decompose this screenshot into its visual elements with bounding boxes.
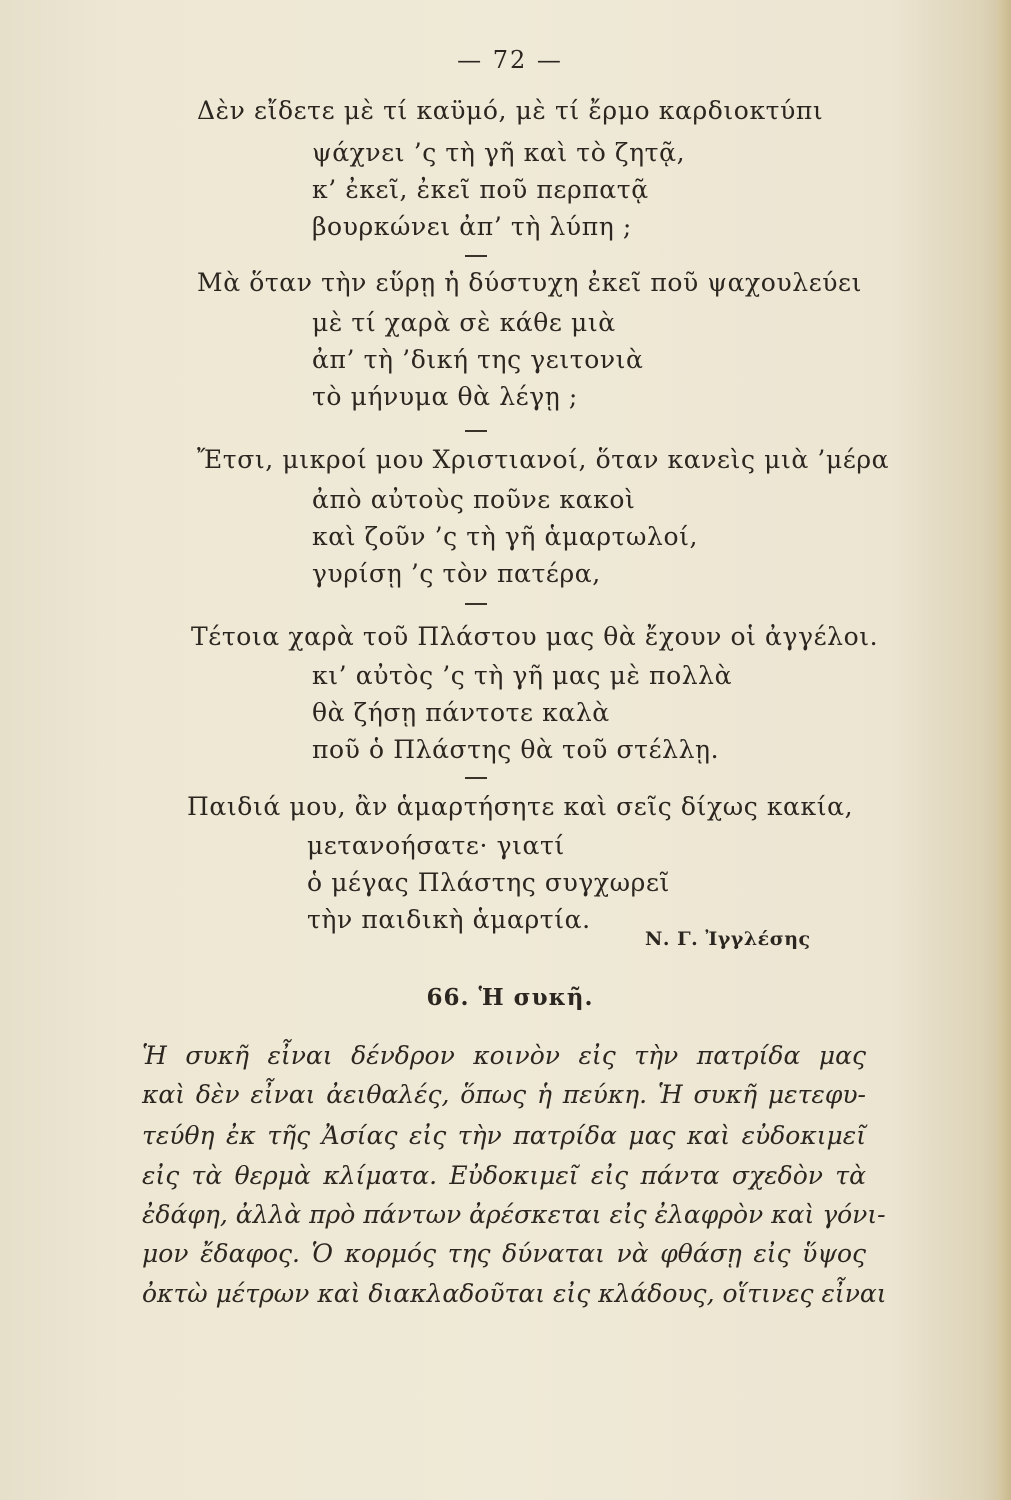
poem-line: Δὲν εἴδετε μὲ τί καϋμό, μὲ τί ἔρμο καρδιοκτύπι [197,96,824,125]
prose-line: μον ἔδαφος. Ὁ κορμός της δύναται νὰ φθάσῃ εἰς ὕψος [142,1239,866,1268]
prose-line: εἰς τὰ θερμὰ κλίματα. Εὐδοκιμεῖ εἰς πάντα σχεδὸν τὰ [142,1161,866,1190]
poem-line: κ’ ἐκεῖ, ἐκεῖ ποῦ περπατᾷ [312,175,649,204]
poem-line: κι’ αὐτὸς ’ς τὴ γῆ μας μὲ πολλὰ [312,661,733,690]
stanza-divider [465,777,487,779]
poem-line: ἀπ’ τὴ ’δική της γειτονιὰ [312,345,644,374]
page-number: — 72 — [457,46,563,74]
poem-author: Ν. Γ. Ἰγγλέσης [645,928,811,950]
poem-line: καὶ ζοῦν ’ς τὴ γῆ ἁμαρτωλοί, [312,522,699,551]
prose-line: ὀκτὼ μέτρων καὶ διακλαδοῦται εἰς κλάδους, οἵτινες εἶναι [142,1279,887,1308]
poem-line: ἀπὸ αὐτοὺς ποῦνε κακοὶ [312,485,636,514]
prose-line: ἐδάφη, ἀλλὰ πρὸ πάντων ἀρέσκεται εἰς ἐλαφρὸν καὶ γόνι- [142,1200,886,1229]
stanza-divider [465,430,487,432]
page-edge [997,0,1011,1500]
poem-line: βουρκώνει ἀπ’ τὴ λύπη ; [312,212,632,241]
poem-line: Μὰ ὅταν τὴν εὕρῃ ἡ δύστυχη ἐκεῖ ποῦ ψαχουλεύει [197,268,863,297]
poem-line: Ἔτσι, μικροί μου Χριστιανοί, ὅταν κανεὶς μιὰ ’μέρα [197,445,890,474]
poem-line: ὁ μέγας Πλάστης συγχωρεῖ [307,868,670,897]
stanza-divider [465,255,487,257]
poem-line: μετανοήσατε· γιατί [307,831,565,860]
poem-line: τὴν παιδικὴ ἁμαρτία. [307,905,591,934]
section-title: 66. Ἡ συκῆ. [426,984,594,1011]
stanza-divider [465,603,487,605]
poem-line: Τέτοια χαρὰ τοῦ Πλάστου μας θὰ ἔχουν οἱ ἀγγέλοι. [191,622,879,651]
poem-line: ψάχνει ’ς τὴ γῆ καὶ τὸ ζητᾷ, [312,138,686,167]
prose-line: τεύθη ἐκ τῆς Ἀσίας εἰς τὴν πατρίδα μας καὶ εὐδοκιμεῖ [142,1121,866,1150]
poem-line: Παιδιά μου, ἂν ἁμαρτήσητε καὶ σεῖς δίχως κακία, [187,792,854,821]
poem-line: μὲ τί χαρὰ σὲ κάθε μιὰ [312,308,616,337]
prose-line: καὶ δὲν εἶναι ἀειθαλές, ὅπως ἡ πεύκη. Ἡ συκῆ μετεφυ- [142,1080,866,1109]
poem-line: θὰ ζήσῃ πάντοτε καλὰ [312,698,610,727]
poem-line: γυρίσῃ ’ς τὸν πατέρα, [312,559,601,588]
prose-line: Ἡ συκῆ εἶναι δένδρον κοινὸν εἰς τὴν πατρίδα μας [142,1041,866,1070]
poem-line: τὸ μήνυμα θὰ λέγῃ ; [312,382,578,411]
poem-line: ποῦ ὁ Πλάστης θὰ τοῦ στέλλῃ. [312,735,720,764]
